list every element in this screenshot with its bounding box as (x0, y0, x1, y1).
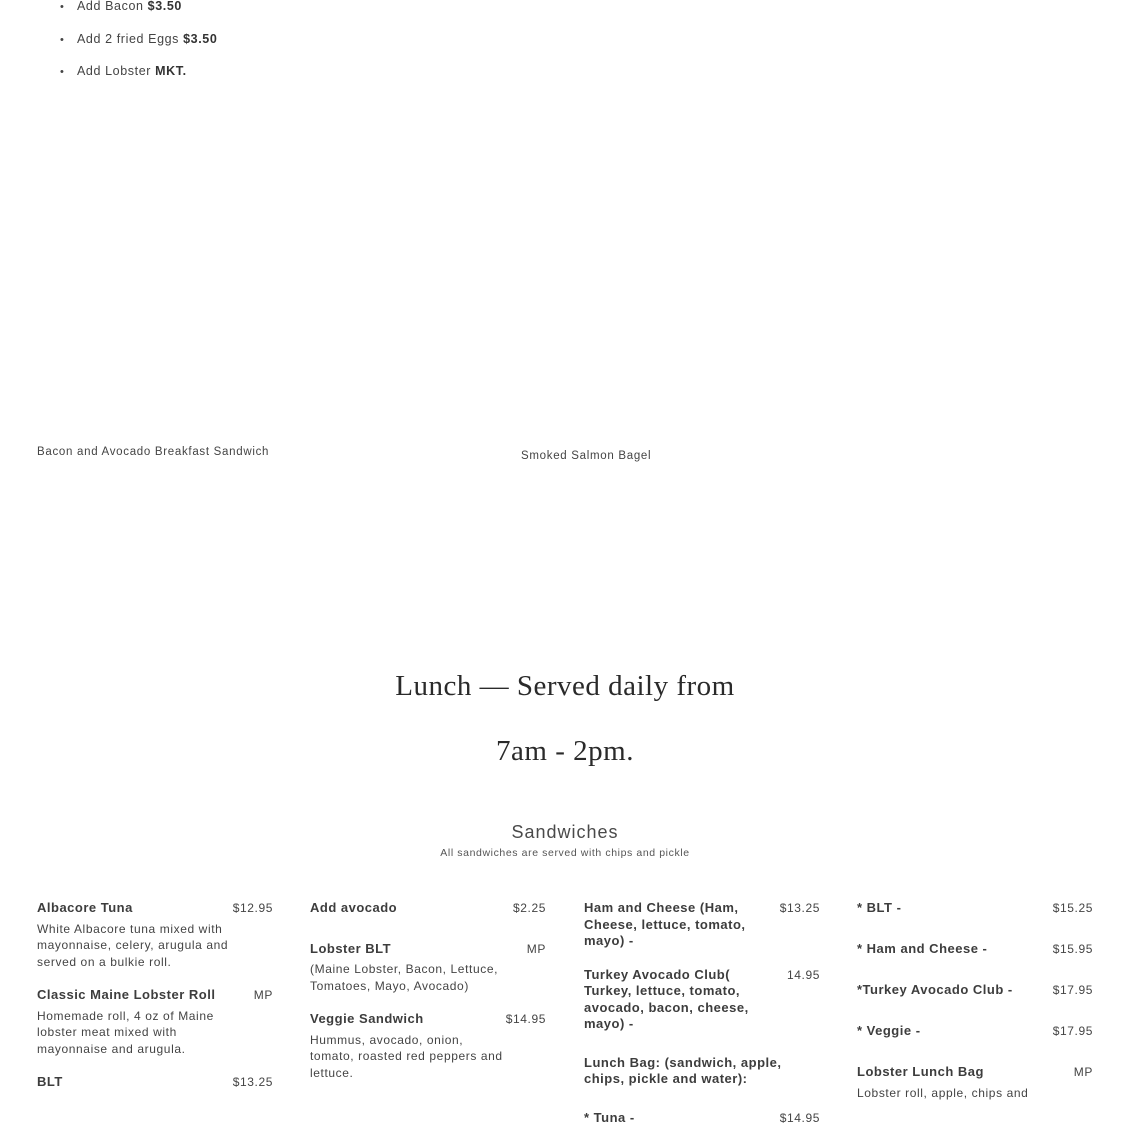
menu-item-name: *Turkey Avocado Club - (857, 982, 1013, 997)
image-caption-salmon-bagel: Smoked Salmon Bagel (521, 450, 652, 462)
section-title: Sandwiches (511, 822, 619, 842)
menu-item-price: 14.95 (786, 967, 820, 982)
addon-label: Add Lobster (77, 64, 152, 78)
menu-item (857, 1023, 1093, 1040)
menu-item-description: (Maine Lobster, Bacon, Lettuce, Tomatoes, Mayo, Avocado) (310, 962, 499, 993)
menu-item-name: Lunch Bag: (sandwich, apple, chips, pickle and water): (584, 1054, 782, 1086)
menu-item-name: Albacore Tuna (37, 900, 133, 915)
menu-item (310, 941, 546, 995)
menu-item (857, 982, 1093, 999)
menu-item (310, 1011, 546, 1081)
menu-item-name: * Tuna - (584, 1109, 635, 1125)
menu-item-price: $15.25 (1052, 901, 1093, 915)
menu-item-name: Ham and Cheese (Ham, Cheese, lettuce, tomato, mayo) - (584, 900, 746, 948)
menu-item (37, 1074, 273, 1091)
menu-item (37, 987, 273, 1057)
menu-item-price: MP (526, 941, 546, 956)
menu-item-price: $14.95 (505, 1012, 546, 1026)
menu-item-price: MP (253, 988, 273, 1002)
menu-item-name: Lobster BLT (310, 940, 392, 956)
addon-price: MKT. (155, 64, 187, 78)
section-subtitle: All sandwiches are served with chips and pickle (440, 847, 690, 859)
menu-item-name: * Veggie - (857, 1022, 921, 1038)
menu-item-price: $13.25 (779, 901, 820, 915)
menu-item-price: MP (1073, 1065, 1093, 1079)
menu-item-price: $13.25 (232, 1075, 273, 1089)
menu-item-price: $14.95 (779, 1110, 820, 1125)
menu-item (857, 900, 1093, 917)
bullet-icon: • (60, 33, 65, 46)
menu-column-3 (584, 900, 820, 1143)
addon-label: Add Bacon (77, 0, 144, 13)
lunch-heading-line1: Lunch — Served daily from (395, 670, 735, 702)
menu-item-price: $12.95 (232, 901, 273, 915)
menu-item-name: Turkey Avocado Club( Turkey, lettuce, tomato, avocado, bacon, cheese, mayo) - (584, 966, 749, 1031)
addon-price: $3.50 (147, 0, 182, 13)
menu-item-name: Lobster Lunch Bag (857, 1064, 984, 1079)
menu-item-name: Add avocado (310, 900, 398, 915)
menu-item (584, 967, 820, 1033)
menu-column-1 (37, 900, 273, 1108)
menu-item (584, 900, 820, 950)
menu-item-description: Homemade roll, 4 oz of Maine lobster meat mixed with mayonnaise and arugula. (37, 1008, 214, 1056)
menu-item-price: $2.25 (512, 901, 546, 915)
bullet-icon: • (60, 1, 65, 13)
menu-item-price: $15.95 (1052, 941, 1093, 956)
menu-item-description: Lobster roll, apple, chips and (857, 1085, 1029, 1100)
menu-item (857, 941, 1093, 958)
menu-item (584, 1110, 820, 1127)
addon-price: $3.50 (183, 31, 218, 46)
menu-item-price: $17.95 (1052, 983, 1093, 997)
menu-column-2 (310, 900, 546, 1098)
menu-column-4 (857, 900, 1093, 1118)
menu-item-name: Veggie Sandwich (310, 1011, 424, 1026)
menu-item (857, 1064, 1093, 1101)
addon-list (60, 0, 217, 92)
menu-item (584, 1055, 820, 1088)
addon-item (60, 59, 217, 92)
menu-item (37, 900, 273, 970)
addon-label: Add 2 fried Eggs (77, 31, 180, 46)
menu-item-name: * BLT - (857, 900, 902, 915)
menu-item (310, 900, 546, 917)
bullet-icon: • (60, 66, 65, 78)
lunch-heading-line2: 7am - 2pm. (496, 735, 634, 767)
menu-item-description: White Albacore tuna mixed with mayonnaise, celery, arugula and served on a bulkie roll. (37, 921, 229, 969)
menu-item-name: * Ham and Cheese - (857, 940, 988, 956)
menu-item-name: BLT (37, 1074, 63, 1089)
menu-item-price: $17.95 (1052, 1023, 1093, 1038)
menu-item-name: Classic Maine Lobster Roll (37, 987, 216, 1002)
menu-item-description: Hummus, avocado, onion, tomato, roasted red peppers and lettuce. (310, 1032, 503, 1080)
addon-item (60, 0, 217, 27)
addon-item (60, 27, 217, 60)
image-caption-breakfast-sandwich: Bacon and Avocado Breakfast Sandwich (37, 446, 270, 458)
